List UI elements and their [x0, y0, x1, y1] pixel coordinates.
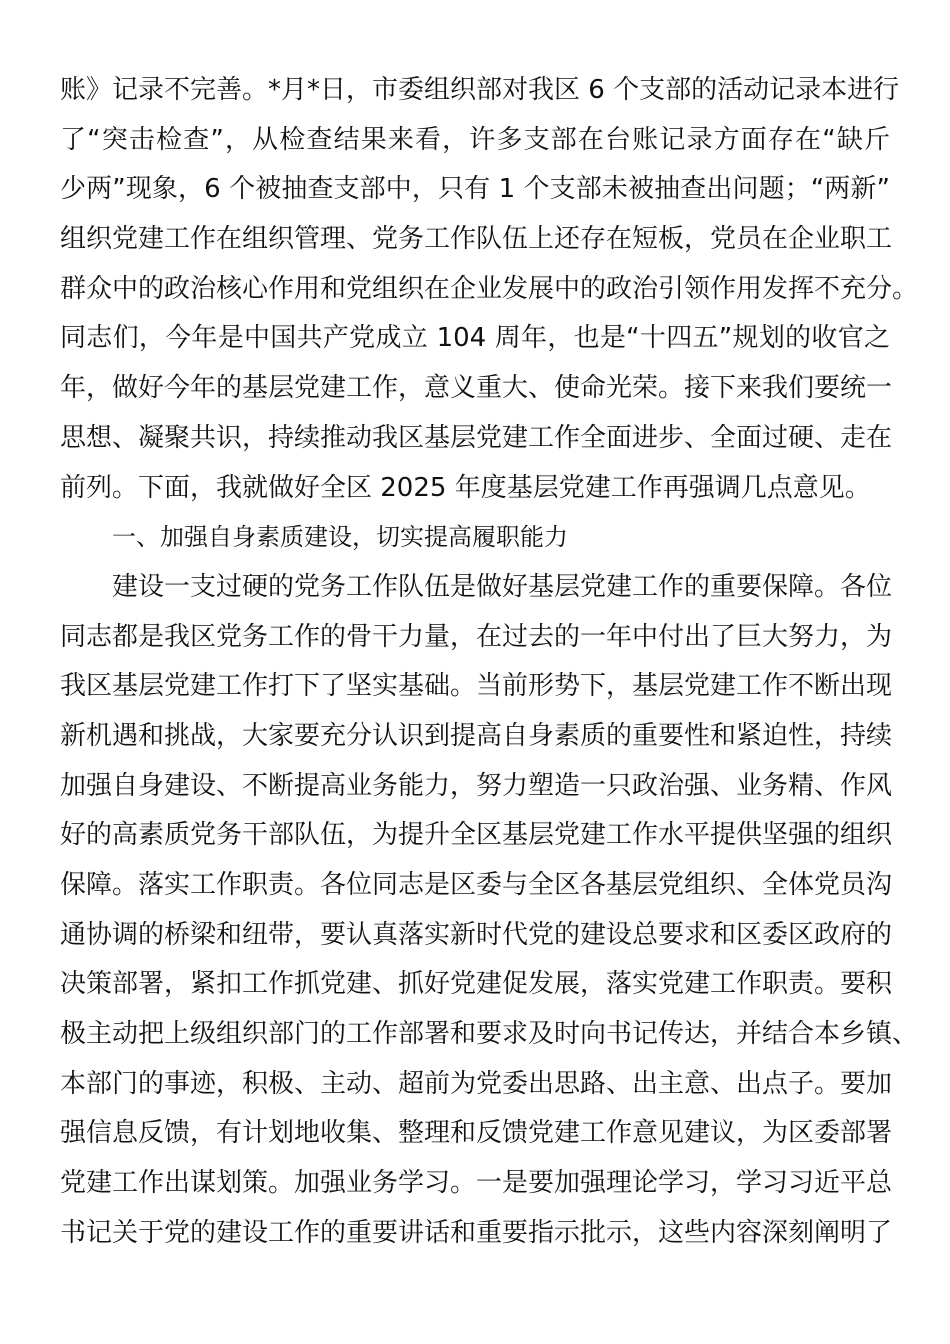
text-line: 保障。落实工作职责。各位同志是区委与全区各基层党组织、全体党员沟: [60, 870, 893, 900]
text-line: 群众中的政治核心作用和党组织在企业发展中的政治引领作用发挥不充分。: [60, 273, 919, 304]
text-line: 我区基层党建工作打下了坚实基础。当前形势下，基层党建工作不断出现: [60, 671, 893, 702]
text-line: 了“突击检查”，从检查结果来看，许多支部在台账记录方面存在“缺斤: [60, 124, 890, 155]
text-line: 通协调的桥梁和纽带，要认真落实新时代党的建设总要求和区委区政府的: [60, 919, 893, 950]
text-line: 同志们，今年是中国共产党成立 104 周年，也是“十四五”规划的收官之: [60, 323, 890, 354]
document-body: [60, 66, 919, 1259]
text-line: 书记关于党的建设工作的重要讲话和重要指示批示，这些内容深刻阐明了: [60, 1217, 893, 1248]
text-line: 强信息反馈，有计划地收集、整理和反馈党建工作意见建议，为区委部署: [60, 1118, 893, 1149]
text-line: 建设一支过硬的党务工作队伍是做好基层党建工作的重要保障。各位: [112, 571, 893, 602]
text-line: 组织党建工作在组织管理、党务工作队伍上还存在短板，党员在企业职工: [60, 224, 893, 255]
text-line: 本部门的事迹，积极、主动、超前为党委出思路、出主意、出点子。要加: [60, 1068, 893, 1099]
text-line: 加强自身建设、不断提高业务能力，努力塑造一只政治强、业务精、作风: [60, 770, 893, 801]
text-line: 年，做好今年的基层党建工作，意义重大、使命光荣。接下来我们要统一: [60, 373, 893, 404]
text-line: 思想、凝聚共识，持续推动我区基层党建工作全面进步、全面过硬、走在: [60, 422, 893, 453]
text-line: 新机遇和挑战，大家要充分认识到提高自身素质的重要性和紧迫性，持续: [60, 720, 893, 751]
text-line: 前列。下面，我就做好全区 2025 年度基层党建工作再强调几点意见。: [60, 472, 871, 503]
text-line: 决策部署，紧扣工作抓党建、抓好党建促发展，落实党建工作职责。要积: [60, 969, 893, 1000]
section-heading: 一、加强自身素质建设，切实提高履职能力: [112, 523, 568, 552]
text-line: 党建工作出谋划策。加强业务学习。一是要加强理论学习，学习习近平总: [60, 1168, 893, 1199]
text-line: 少两”现象，6 个被抽查支部中，只有 1 个支部未被抽查出问题；“两新”: [60, 174, 890, 205]
text-line: 好的高素质党务干部队伍，为提升全区基层党建工作水平提供坚强的组织: [60, 820, 893, 851]
text-line: 极主动把上级组织部门的工作部署和要求及时向书记传达，并结合本乡镇、: [60, 1019, 919, 1050]
text-line: 账》记录不完善。*月*日，市委组织部对我区 6 个支部的活动记录本进行: [60, 75, 900, 105]
text-line: 同志都是我区党务工作的骨干力量，在过去的一年中付出了巨大努力，为: [60, 621, 893, 652]
